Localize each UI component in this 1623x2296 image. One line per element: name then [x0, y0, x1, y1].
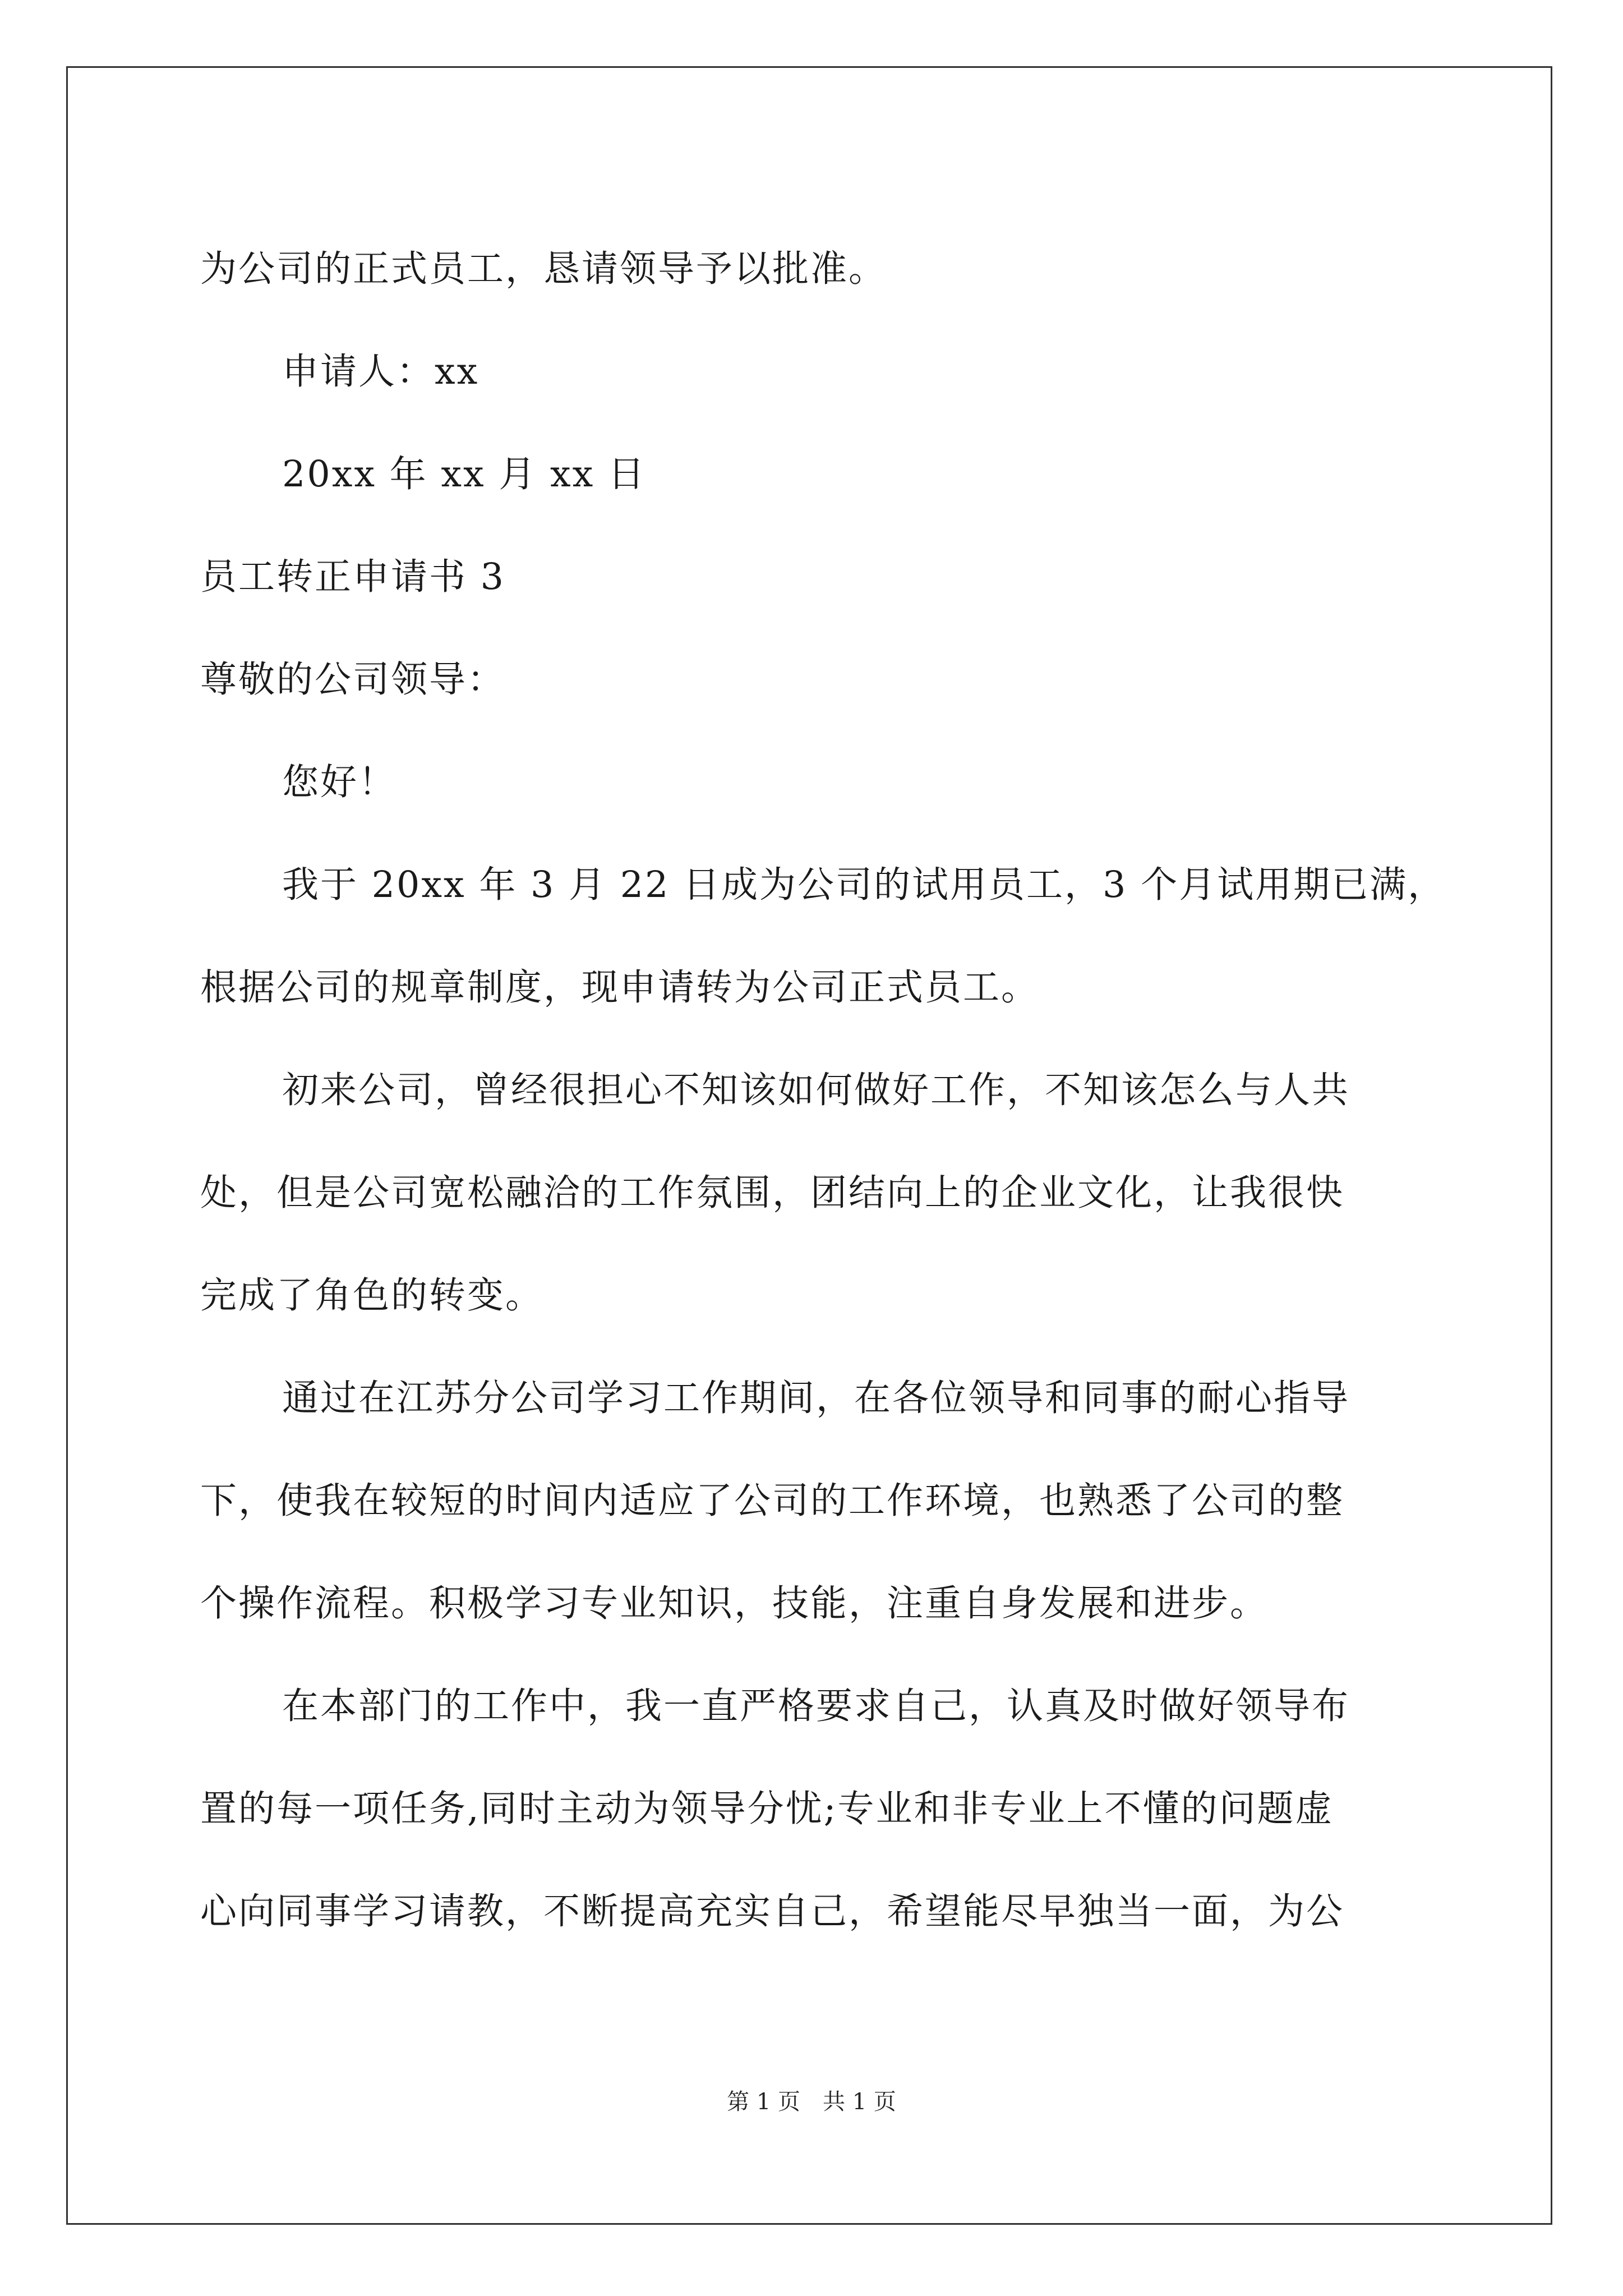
- applicant-line: 申请人：xx: [282, 351, 479, 393]
- text-line-11: 完成了角色的转变。: [200, 1274, 544, 1317]
- text-line-16: 置的每一项任务,同时主动为领导分忧;专业和非专业上不懂的问题虚: [200, 1788, 1334, 1830]
- greeting: 您好！: [282, 761, 397, 803]
- date-line: 20xx 年 xx 月 xx 日: [282, 453, 646, 495]
- text-line-1: 为公司的正式员工，恳请领导予以批准。: [200, 248, 887, 290]
- text-line-15: 在本部门的工作中，我一直严格要求自己，认真及时做好领导布: [282, 1685, 1350, 1727]
- text-line-12: 通过在江苏分公司学习工作期间，在各位领导和同事的耐心指导: [282, 1377, 1350, 1419]
- text-line-9: 初来公司，曾经很担心不知该如何做好工作，不知该怎么与人共: [282, 1069, 1350, 1111]
- page-footer: [0, 2084, 1623, 2116]
- text-line-7: 我于 20xx 年 3 月 22 日成为公司的试用员工，3 个月试用期已满，: [282, 864, 1446, 906]
- text-line-8: 根据公司的规章制度，现申请转为公司正式员工。: [200, 967, 1040, 1009]
- text-line-13: 下，使我在较短的时间内适应了公司的工作环境，也熟悉了公司的整: [200, 1480, 1345, 1522]
- page-total: 共 1 页: [823, 2089, 896, 2115]
- text-line-17: 心向同事学习请教，不断提高充实自己，希望能尽早独当一面，为公: [200, 1890, 1345, 1932]
- document-body: [200, 218, 1446, 1963]
- salutation: 尊敬的公司领导：: [200, 659, 506, 701]
- section-title: 员工转正申请书 3: [200, 556, 506, 598]
- page-number: 第 1 页: [727, 2089, 800, 2115]
- text-line-10: 处，但是公司宽松融洽的工作氛围，团结向上的企业文化，让我很快: [200, 1172, 1345, 1214]
- text-line-14: 个操作流程。积极学习专业知识，技能，注重自身发展和进步。: [200, 1582, 1269, 1625]
